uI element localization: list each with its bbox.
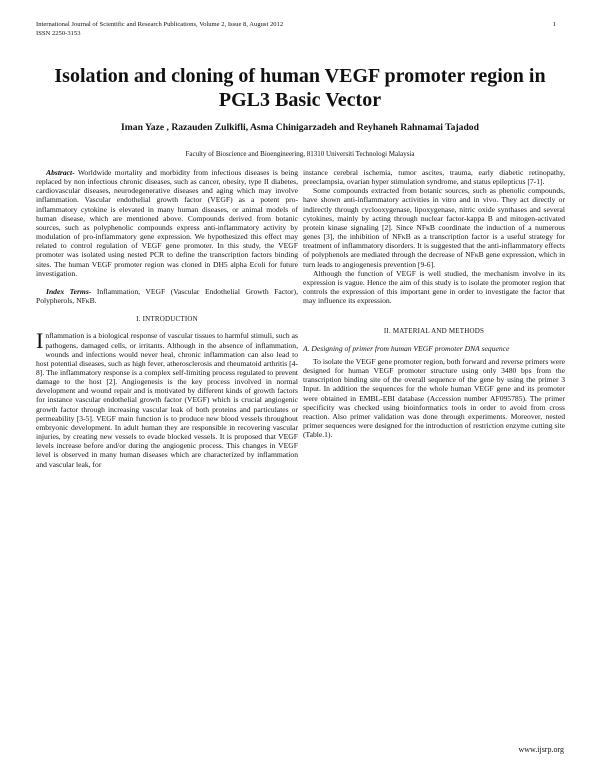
index-terms <box>36 287 298 305</box>
paragraph-continued: instance cerebral ischemia, tumor ascites, trauma, early diabetic retinopathy, preeclampsia, ovarian hyper stimulation syndrome, and status epilepticus [7-1]. <box>303 168 565 187</box>
intro-text: nflammation is a biological response of vascular tissues to harmful stimuli, such as pathogens, damaged cells, or irritants. Although in the absence of inflammation, wounds and infections would never heal, chronic inflammation can also lead to host potential diseases, such as high fever, atherosclerosis and rheumatoid arthritis [4-8]. The inflammatory response is a complex self-limiting process regulated to prevent damage to the host [2]. Angiogenesis is the key process involved in normal development and wound repair and is motivated by different kinds of growth factors for instance vascular endothelial growth factor (VEGF) which is crucial angiogenic growth factor through increasing vascular leak of both proteins and particulates or permeability [3-5]. VEGF main function is to produce new blood vessels throughout embryonic development. In adult human they are responsible in recovering vascular injuries, by creating new vessels to evade blocked vessels. It is proposed that VEGF levels increase before and/or during the angiogenic process. This changes in VEGF level is observed in many human diseases which are characterized by inflammation and vascular leak, for <box>36 331 298 469</box>
running-header <box>36 20 556 38</box>
journal-name: International Journal of Scientific and Research Publications, Volume 2, Issue 8, August 2012 <box>36 21 284 28</box>
intro-paragraph <box>36 328 298 469</box>
paragraph-aim: Although the function of VEGF is well studied, the mechanism involve in its expression is vague. Hence the aim of this study is to isolate the promoter region that controls the expression of this important gene in order to investigate the factor that may influence its expression. <box>303 268 565 306</box>
section-heading-methods: II. MATERIAL AND METHODS <box>383 327 485 336</box>
paper-title: Isolation and cloning of human VEGF promoter region in PGL3 Basic Vector <box>54 65 546 111</box>
abstract-label: Abstract- <box>46 168 75 177</box>
index-terms-text: Inflammation, VEGF (Vascular Endothelial Growth Factor), Polypherols, NFκB. <box>36 286 298 306</box>
paragraph-primer: To isolate the VEGF gene promoter region, both forward and reverse primers were designed for human VEGF promoter structure using only 3480 bps from the transcription binding site of the overall sequence of the gene by using the primer 3 Input. In addition the sequences for the whole human VEGF gene and its promoter were obtained in EMBL-EBI database (Accession number AF095785). The primer specificity was checked using bioinformatics tools in order to avoid from cross reaction. Also primer validation was done through experiments. Moreover, nested primer sequences were designed for the introduction of restriction enzyme cutting site (Table.1). <box>303 357 565 440</box>
section-heading-introduction: I. INTRODUCTION <box>136 315 198 324</box>
page-number: 1 <box>552 21 556 28</box>
footer-url: www.ijsrp.org <box>518 745 564 754</box>
affiliation: Faculty of Bioscience and Bioengineering, 81310 Universiti Technologi Malaysia <box>185 150 415 158</box>
issn: ISSN 2250-3153 <box>36 30 81 37</box>
drop-cap: I <box>36 328 44 354</box>
index-terms-label: Index Terms- <box>46 286 92 296</box>
left-column <box>36 168 298 469</box>
abstract-text: Worldwide mortality and morbidity from infectious diseases is being replaced by non infectious chronic diseases, such as cancer, obesity, type II diabetes, cardiovascular diseases, neurodegenerative diseases and aging which may involve inflammation. Vascular endothelial growth factor (VEGF) as a potent pro-inflammatory cytokine is elevated in many human diseases, or animal models of human disease, which are mentioned above. Compounds derived from botanic sources, such as polyphenolic compounds express anti-inflammatory activity by modulation of pro-inflammatory gene expression. We hypothesized this effect may related to control regulation of VEGF gene promoter. In this study, the VEGF promoter was isolated using nested PCR to define the transcription factors binding sites. The human VEGF promoter region was cloned in DH5 alpha Ecoli for future investigation. <box>36 168 298 278</box>
subsection-heading-primer: A. Designing of primer from human VEGF promoter DNA sequence <box>303 343 510 353</box>
paragraph-polyphenols: Some compounds extracted from botanic sources, such as phenolic compounds, have shown anti-inflammatory activities in vitro and in vivo. They act directly or indirectly through cyclooxygenase, lipoxygenase, nitric oxide synthases and several cytokines, mainly by acting through nuclear factor-kappa B and mitogen-activated protein kinase signaling [2]. Since NFκB coordinate the induction of a numerous genes [3], the inhibition of NFκB as a transcription factor is a useful strategy for treatment of inflammatory disorders. It is suggested that the anti-inflammatory effects of polyphenols are mediated through the decrease of NFκB gene expression, which in turn leads to angiogenesis prevention [9-6]. <box>303 186 565 269</box>
authors: Iman Yaze , Razauden Zulkifli, Asma Chinigarzadeh and Reyhaneh Rahnamai Tajadod <box>121 122 479 133</box>
right-column <box>303 168 565 439</box>
abstract <box>36 168 298 278</box>
